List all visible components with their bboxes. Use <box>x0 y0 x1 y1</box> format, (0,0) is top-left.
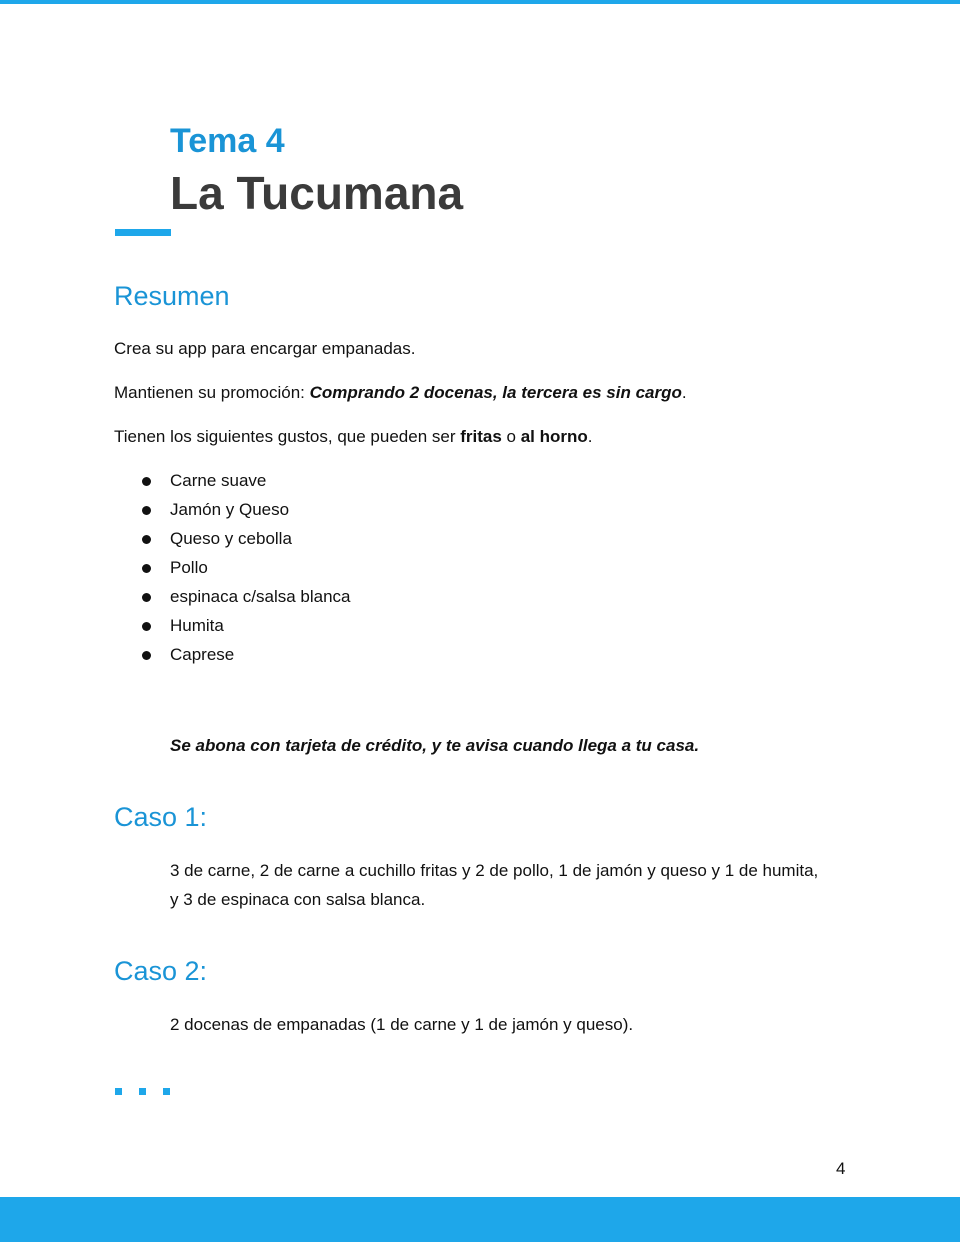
caso2-heading: Caso 2: <box>114 956 208 986</box>
flavor-label: Caprese <box>170 645 235 664</box>
promo-paragraph <box>114 381 687 405</box>
payment-note: Se abona con tarjeta de crédito, y te avisa cuando llega a tu casa. <box>170 736 700 755</box>
promo-prefix: Mantienen su promoción: <box>114 383 310 402</box>
resumen-heading: Resumen <box>114 281 230 311</box>
top-accent-bar <box>0 0 960 4</box>
page-title: La Tucumana <box>170 167 464 219</box>
title-underline <box>115 229 171 236</box>
flavors-prefix: Tienen los siguientes gustos, que pueden ser <box>114 427 461 446</box>
caso2-text: 2 docenas de empanadas (1 de carne y 1 de jamón y queso). <box>170 1015 634 1034</box>
ellipsis-dot <box>115 1088 122 1095</box>
flavor-label: Humita <box>170 616 224 635</box>
bullet-icon <box>142 651 151 660</box>
flavor-label: Pollo <box>170 558 208 577</box>
intro-paragraph: Crea su app para encargar empanadas. <box>114 339 416 358</box>
ellipsis-dot <box>139 1088 146 1095</box>
bullet-icon <box>142 535 151 544</box>
bullet-icon <box>142 593 151 602</box>
flavor-label: espinaca c/salsa blanca <box>170 587 351 606</box>
bullet-icon <box>142 506 151 515</box>
bottom-accent-bar <box>0 1197 960 1242</box>
list-item <box>140 556 351 585</box>
flavors-suffix: . <box>587 427 593 446</box>
flavor-label: Jamón y Queso <box>170 500 290 519</box>
list-item <box>140 614 351 643</box>
flavors-fried: fritas <box>460 427 502 446</box>
list-item <box>140 643 351 672</box>
promo-text: Comprando 2 docenas, la tercera es sin cargo <box>309 383 682 402</box>
list-item <box>140 469 351 498</box>
caso1-heading: Caso 1: <box>114 802 208 832</box>
flavors-paragraph <box>114 425 593 449</box>
list-item <box>140 498 351 527</box>
page-number: 4 <box>836 1159 846 1178</box>
caso1-text: 3 de carne, 2 de carne a cuchillo fritas y 2 de pollo, 1 de jamón y queso y 1 de humita, y 3 de espinaca con salsa blanca. <box>170 861 819 909</box>
theme-label: Tema 4 <box>170 122 285 160</box>
bullet-icon <box>142 622 151 631</box>
bullet-icon <box>142 477 151 486</box>
promo-suffix: . <box>681 383 687 402</box>
list-item <box>140 527 351 556</box>
bullet-icon <box>142 564 151 573</box>
flavors-baked: al horno <box>520 427 588 446</box>
flavor-label: Queso y cebolla <box>170 529 292 548</box>
flavors-or: o <box>501 427 521 446</box>
ellipsis-dot <box>163 1088 170 1095</box>
flavor-list <box>140 469 351 672</box>
list-item <box>140 585 351 614</box>
flavor-label: Carne suave <box>170 471 267 490</box>
